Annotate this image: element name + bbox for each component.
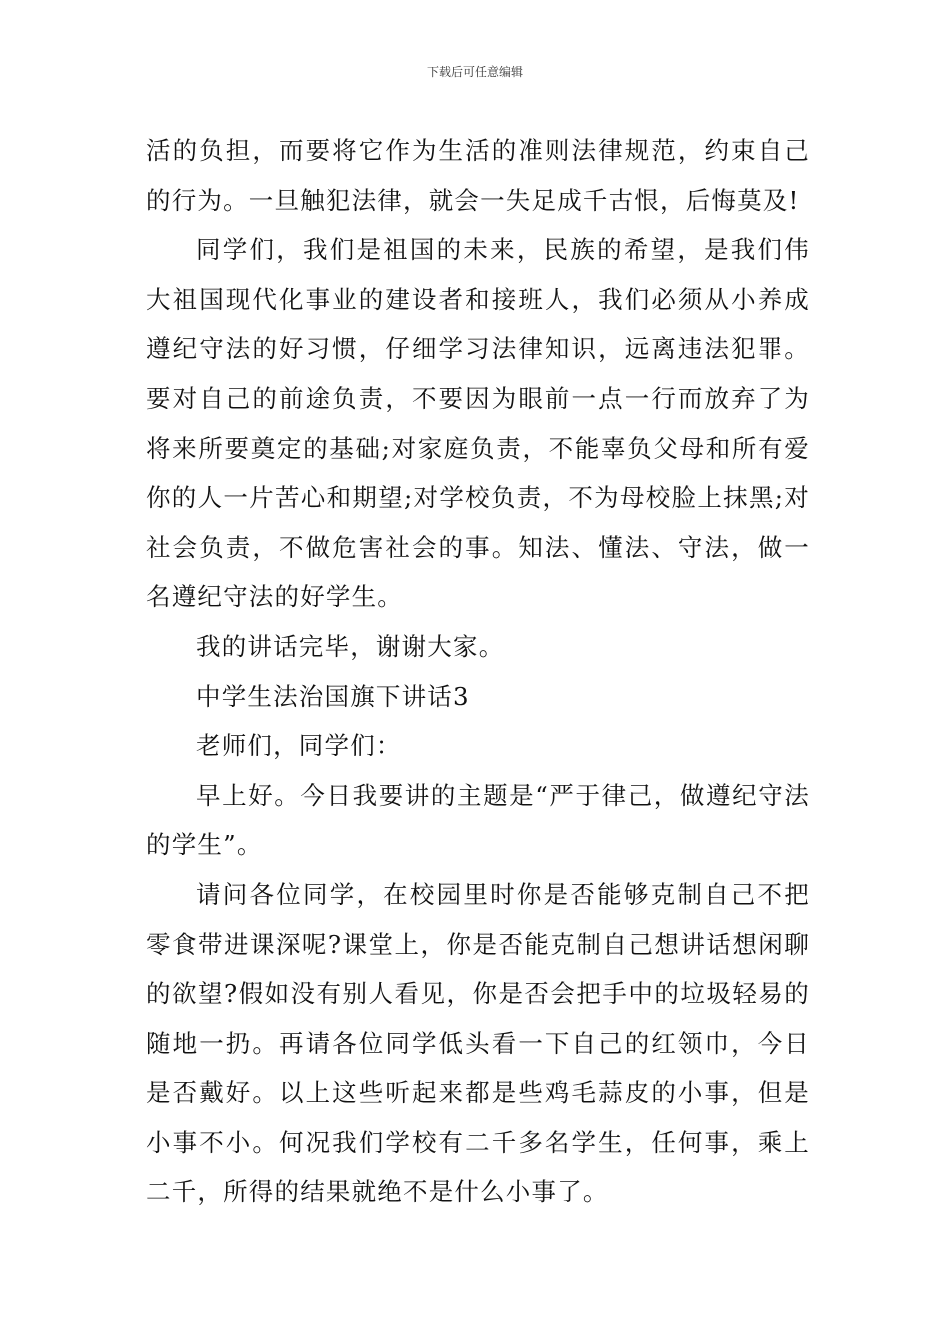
paragraph-7: 请问各位同学，在校园里时你是否能够克制自己不把零食带进课深呢?课堂上，你是否能克制自己想讲话想闲聊的欲望?假如没有别人看见，你是否会把手中的垃圾轻易的随地一扔。再请各位同学低头看一下自己的红领巾，今日是否戴好。以上这些听起来都是些鸡毛蒜皮的小事，但是小事不小。何况我们学校有二千多名学生，任何事，乘上二千，所得的结果就绝不是什么小事了。	[146, 879, 810, 1207]
paragraph-1: 活的负担，而要将它作为生活的准则法律规范，约束自己的行为。一旦触犯法律，就会一失足成千古恨，后悔莫及!	[146, 136, 810, 215]
page-header: 下载后可任意编辑	[426, 65, 523, 79]
document-body	[146, 126, 810, 1217]
salutation: 老师们，同学们：	[196, 731, 402, 761]
paragraph-2: 同学们，我们是祖国的未来，民族的希望，是我们伟大祖国现代化事业的建设者和接班人，我们必须从小养成遵纪守法的好习惯，仔细学习法律知识，远离违法犯罪。要对自己的前途负责，不要因为眼前一点一行而放弃了为将来所要奠定的基础;对家庭负责，不能辜负父母和所有爱你的人一片苦心和期望;对学校负责，不为母校脸上抹黑;对社会负责，不做危害社会的事。知法、懂法、守法，做一名遵纪守法的好学生。	[146, 235, 810, 612]
section-title: 中学生法治国旗下讲话3	[196, 681, 470, 711]
paragraph-6: 早上好。今日我要讲的主题是“严于律己，做遵纪守法的学生”。	[146, 780, 810, 860]
paragraph-3: 我的讲话完毕，谢谢大家。	[196, 631, 505, 661]
